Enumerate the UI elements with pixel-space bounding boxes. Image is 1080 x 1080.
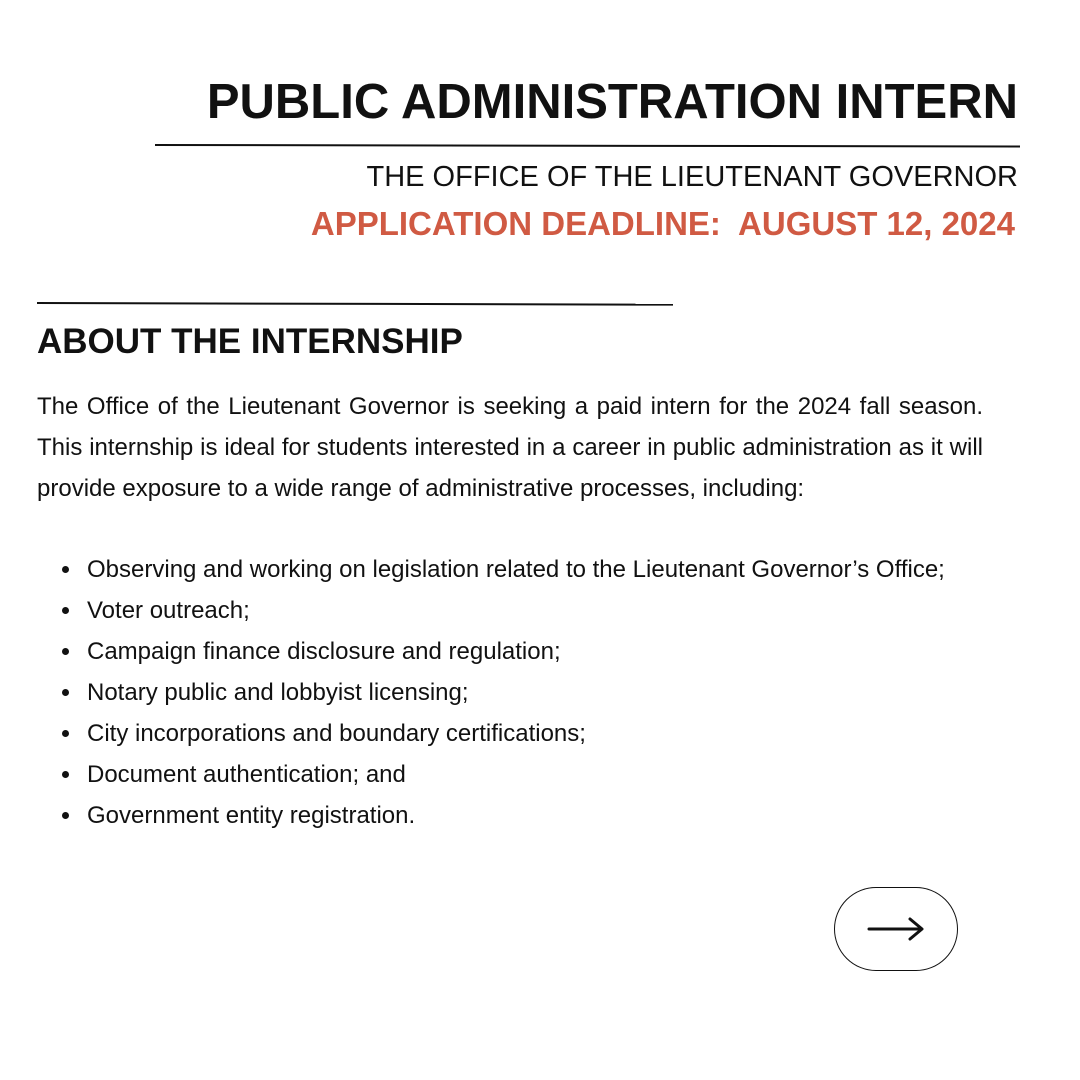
list-item: Observing and working on legislation related to the Lieutenant Governor’s Office; [37, 549, 983, 590]
list-item: City incorporations and boundary certifications; [37, 713, 983, 754]
application-deadline: APPLICATION DEADLINE: AUGUST 12, 2024 [310, 205, 1015, 242]
list-item: Notary public and lobbyist licensing; [37, 672, 983, 713]
process-list [37, 549, 983, 836]
page-title: PUBLIC ADMINISTRATION INTERN [206, 75, 1018, 129]
title-divider [155, 144, 1020, 148]
list-item: Document authentication; and [37, 754, 983, 795]
section-heading: ABOUT THE INTERNSHIP [37, 322, 463, 361]
office-subtitle: THE OFFICE OF THE LIEUTENANT GOVERNOR [366, 161, 1018, 193]
list-item: Campaign finance disclosure and regulation; [37, 631, 983, 672]
intro-paragraph: The Office of the Lieutenant Governor is seeking a paid intern for the 2024 fall season. This internship is ideal for students interested in a career in public administration as it will provide exposure to a wide range of administrative processes, including: [37, 393, 983, 502]
list-item: Voter outreach; [37, 590, 983, 631]
list-item: Government entity registration. [37, 795, 983, 836]
next-button[interactable] [834, 887, 958, 971]
arrow-right-icon [867, 917, 925, 941]
section-divider [37, 302, 673, 306]
